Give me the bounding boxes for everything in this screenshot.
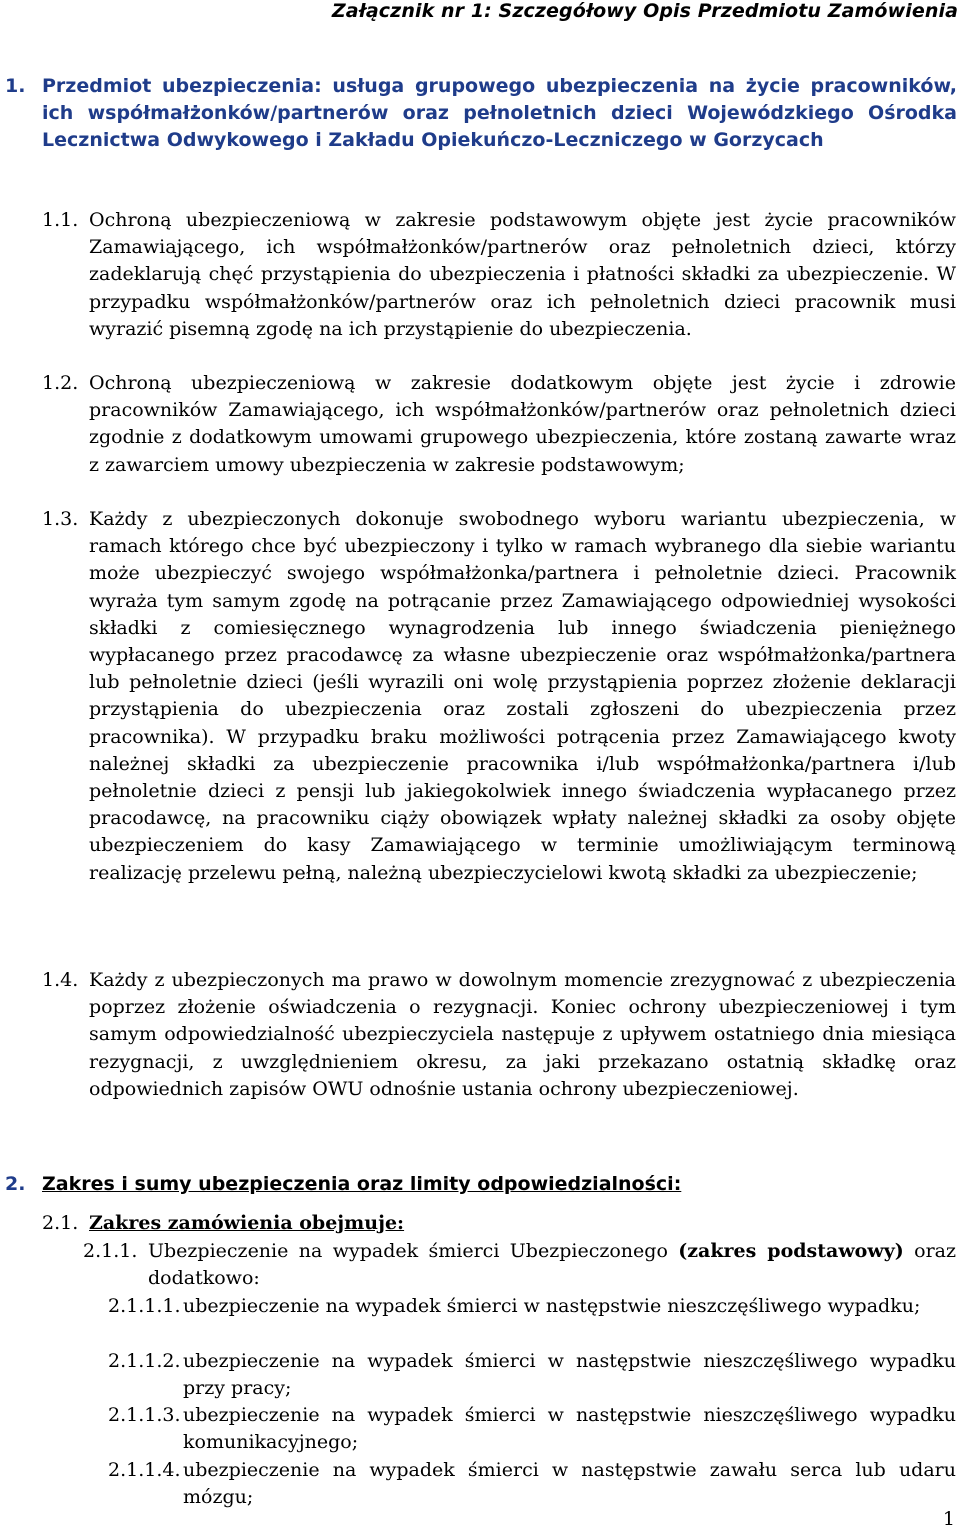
section-2-heading: Zakres i sumy ubezpieczenia oraz limity odpowiedzialności: <box>42 1173 682 1195</box>
item-text: Każdy z ubezpieczonych ma prawo w dowolnym momencie zrezygnować z ubezpieczenia poprzez złożenie oświadczenia o rezygnacji. Koniec ochrony ubezpieczeniowej i tym samym odpowiedzialność ubezpieczyciela następuje z upływem ostatniego dnia miesiąca rezygnacji, z uwzględnieniem okresu, za jaki przekazano ostatnią składkę oraz odpowiednich zapisów OWU odnośnie ustania ochrony ubezpieczeniowej. <box>89 969 956 1100</box>
item-number: 2.1.1. <box>83 1240 138 1262</box>
item-text: Każdy z ubezpieczonych dokonuje swobodnego wyboru wariantu ubezpieczenia, w ramach którego chce być ubezpieczony i tylko w ramach wybranego dla siebie wariantu może ubezpieczyć swojego współmałżonka/partnera i pełnoletnie dzieci. Pracownik wyraża tym samym zgodę na potrącanie przez Zamawiającego odpowiedniej wysokości składki z comiesięcznego wynagrodzenia lub innego świadczenia pieniężnego wypłacanego przez pracodawcę za własne ubezpieczenie oraz współmałżonka/partnera lub pełnoletnie dzieci (jeśli wyrazili oni wolę przystąpienia poprzez złożenie deklaracji przystąpienia do ubezpieczenia oraz zostali zgłoszeni do ubezpieczenia przez pracownika). W przypadku braku możliwości potrącenia przez Zamawiającego kwoty należnej składki za ubezpieczenie pracownika i/lub współmałżonka/partnera i/lub pełnoletnie dzieci z pensji lub jakiegokolwiek innego świadczenia wypłacanego przez pracodawcę, na pracowniku ciąży obowiązek wpłaty należnej składki za osoby objęte ubezpieczeniem do kasy Zamawiającego w terminie umożliwiającym terminową realizację przelewu pełną, należną ubezpieczycielowi kwotą składki za ubezpieczenie; <box>89 508 956 884</box>
item-text-after: oraz dodatkowo: <box>148 1240 957 1290</box>
item-text-bold: (zakres podstawowy) <box>678 1240 904 1262</box>
item-heading: Zakres zamówienia obejmuje: <box>89 1212 405 1234</box>
section-1-heading: Przedmiot ubezpieczenia: usługa grupowego ubezpieczenia na życie pracowników, ich współmałżonków/partnerów oraz pełnoletnich dzieci Wojewódzkiego Ośrodka Lecznictwa Odwykowego i Zakładu Opiekuńczo-Leczniczego w Gorzycach <box>42 75 957 151</box>
item-number: 2.1.1.1. <box>108 1295 181 1317</box>
item-text <box>148 1238 956 1292</box>
section-2-number: 2. <box>5 1173 26 1195</box>
item-text: ubezpieczenie na wypadek śmierci w następstwie nieszczęśliwego wypadku przy pracy; <box>183 1350 956 1400</box>
item-text: Ochroną ubezpieczeniową w zakresie dodatkowym objęte jest życie i zdrowie pracowników Zamawiającego, ich współmałżonków/partnerów oraz pełnoletnich dzieci zgodnie z dodatkowym umowami grupowego ubezpieczenia, które zostaną zawarte wraz z zawarciem umowy ubezpieczenia w zakresie podstawowym; <box>89 372 956 476</box>
page-number: 1 <box>942 1508 955 1530</box>
item-number: 2.1.1.3. <box>108 1404 181 1426</box>
item-number: 2.1.1.2. <box>108 1350 181 1372</box>
item-number: 1.2. <box>42 372 79 394</box>
item-text-before: Ubezpieczenie na wypadek śmierci Ubezpieczonego <box>148 1240 679 1262</box>
item-number: 1.4. <box>42 969 79 991</box>
item-number: 1.3. <box>42 508 79 530</box>
item-number: 2.1.1.4. <box>108 1459 181 1481</box>
section-1-number: 1. <box>5 75 26 97</box>
item-number: 1.1. <box>42 209 79 231</box>
item-text: ubezpieczenie na wypadek śmierci w następstwie nieszczęśliwego wypadku; <box>183 1295 921 1317</box>
item-text: ubezpieczenie na wypadek śmierci w następstwie zawału serca lub udaru mózgu; <box>183 1459 956 1509</box>
item-text: ubezpieczenie na wypadek śmierci w następstwie nieszczęśliwego wypadku komunikacyjnego; <box>183 1404 956 1454</box>
item-number: 2.1. <box>42 1212 79 1234</box>
item-text: Ochroną ubezpieczeniową w zakresie podstawowym objęte jest życie pracowników Zamawiającego, ich współmałżonków/partnerów oraz pełnoletnich dzieci, którzy zadeklarują chęć przystąpienia do ubezpieczenia i płatności składki za ubezpieczenie. W przypadku współmałżonków/partnerów oraz ich pełnoletnich dzieci pracownik musi wyrazić pisemną zgodę na ich przystąpienie do ubezpieczenia. <box>89 209 956 340</box>
document-header-title: Załącznik nr 1: Szczegółowy Opis Przedmiotu Zamówienia <box>331 0 958 22</box>
